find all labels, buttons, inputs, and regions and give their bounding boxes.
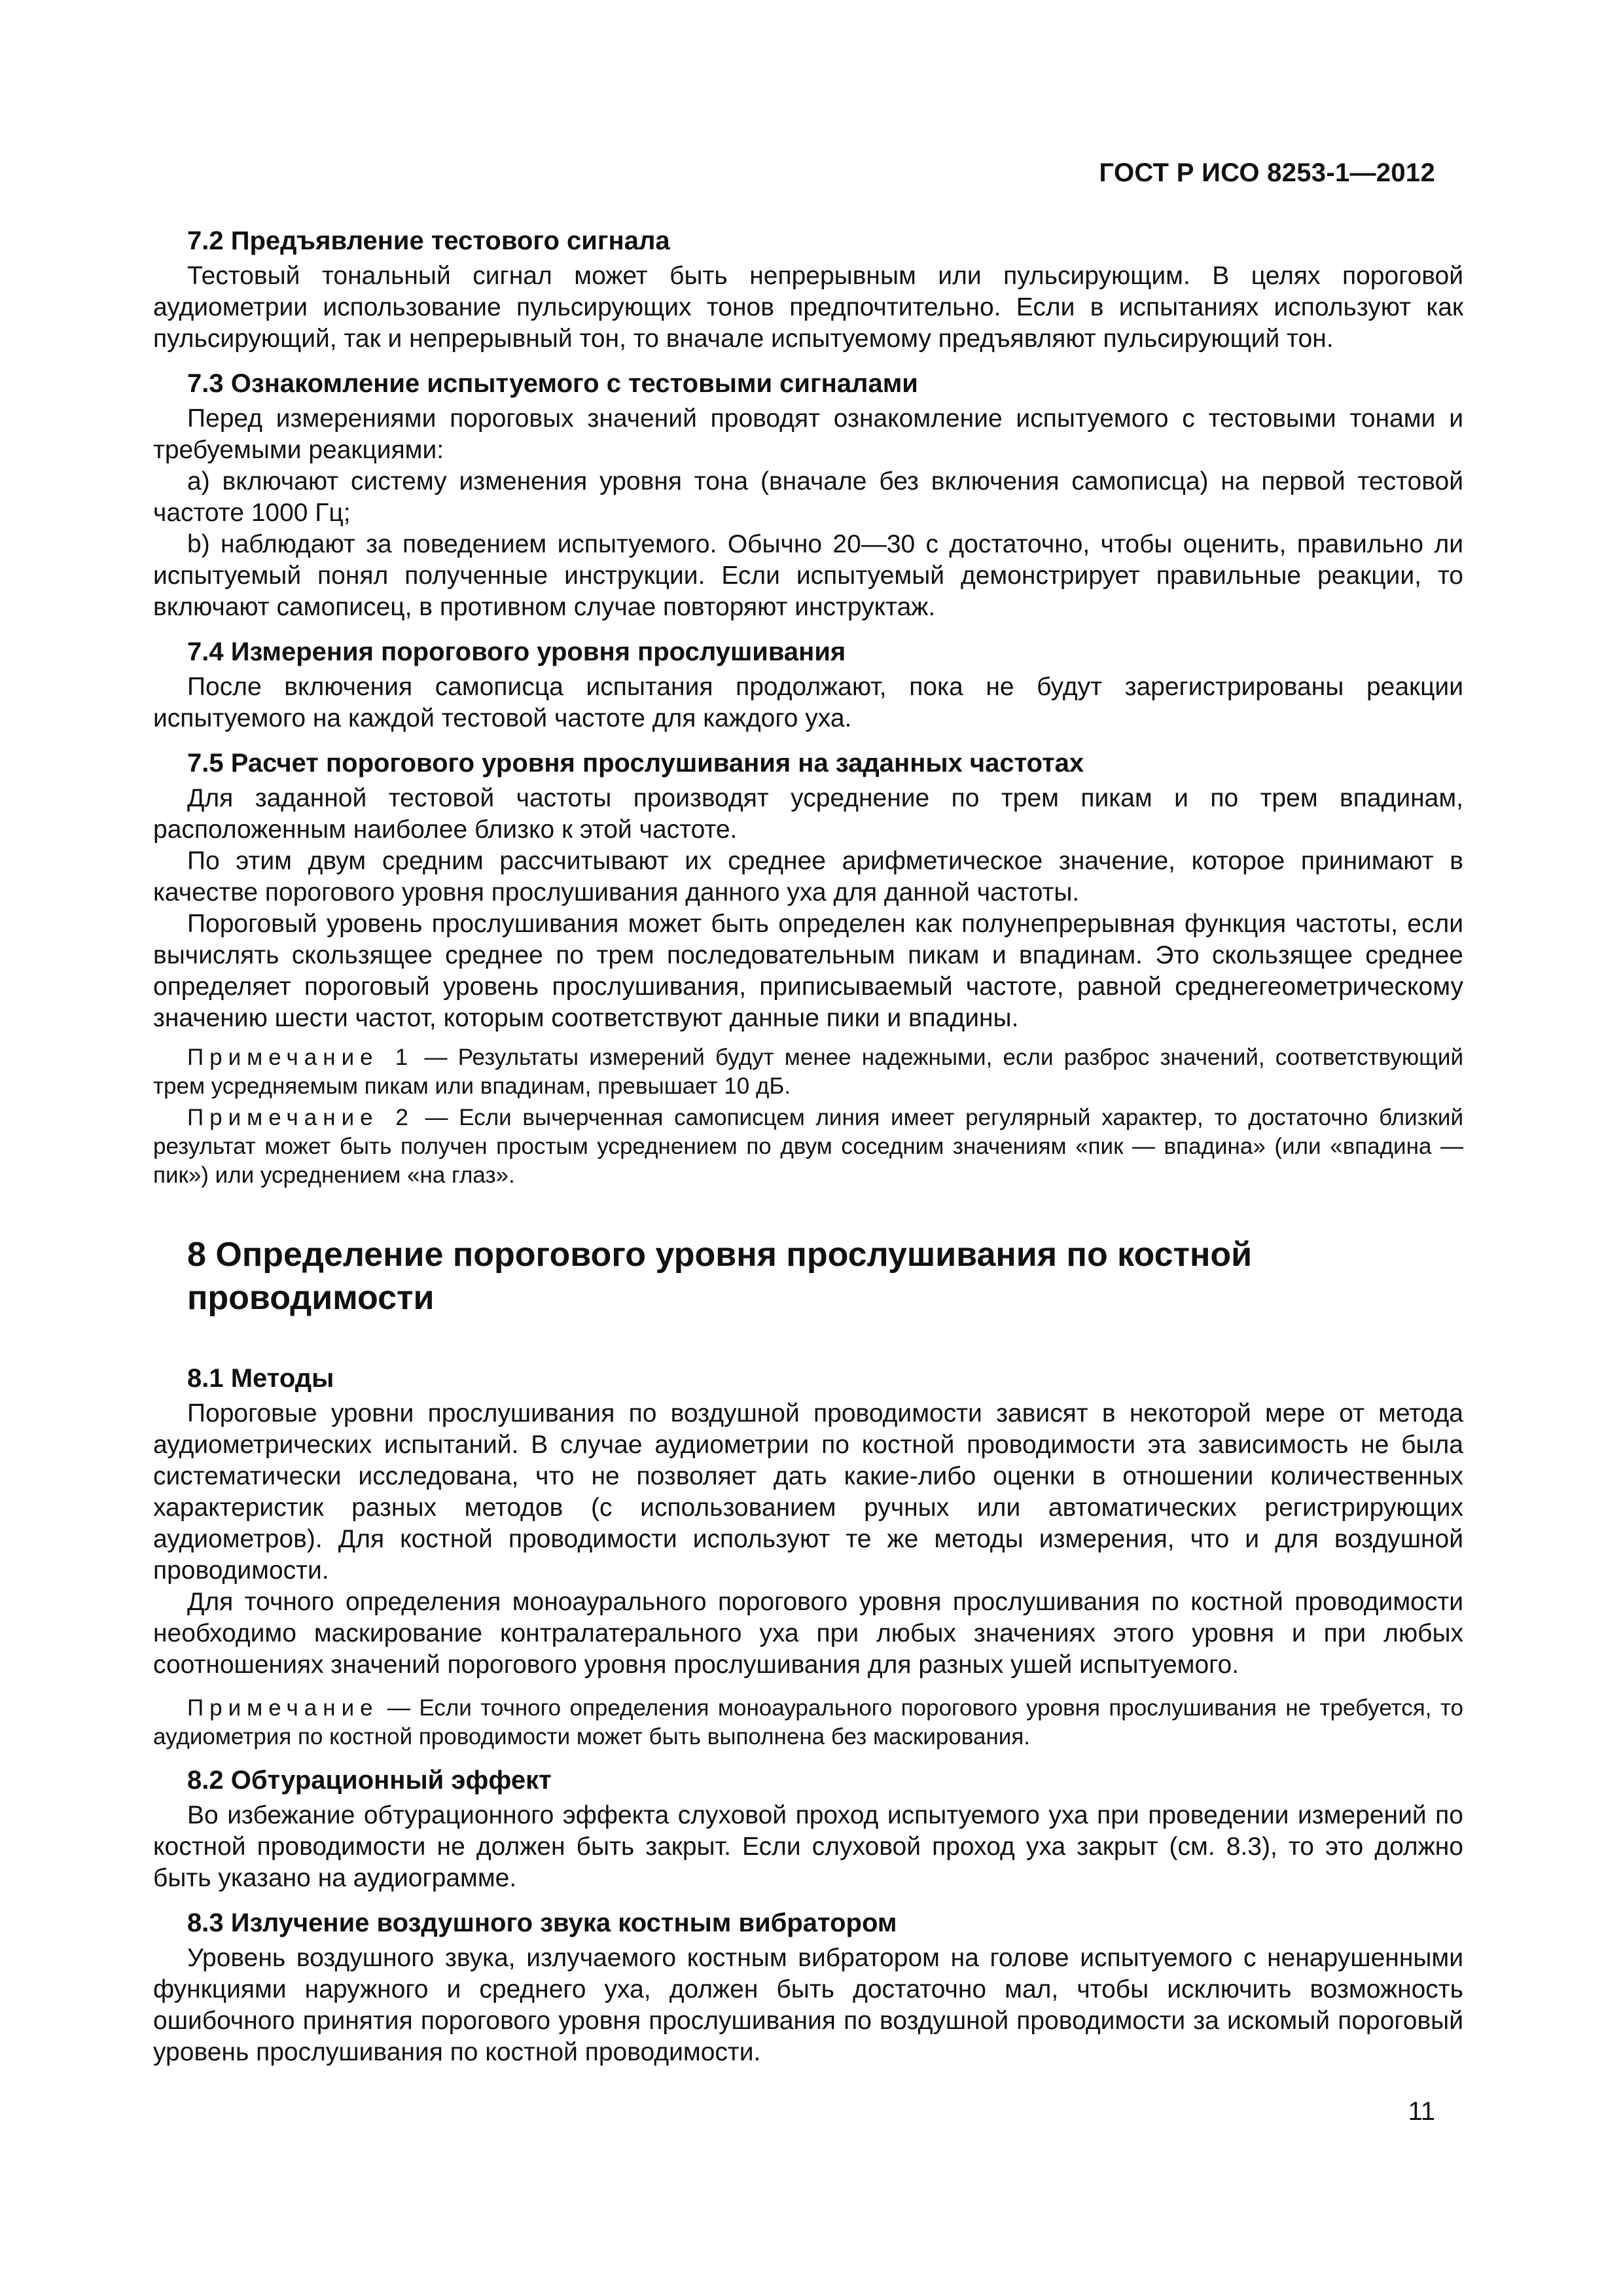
section-7-5-note-1 (153, 1043, 1463, 1101)
section-7-5-note-2 (153, 1103, 1463, 1190)
section-8-1-paragraph-2: Для точного определения моноаурального порогового уровня прослушивания по костной проводимости необходимо маскирование контралатерального уха при любых значениях этого уровня и при любых соотношениях значений порогового уровня прослушивания для разных ушей испытуемого. (153, 1588, 1463, 1679)
section-7-5-heading: 7.5 Расчет порогового уровня прослушивания на заданных частотах (187, 749, 1084, 778)
section-8-heading: 8 Определение порогового уровня прослушивания по костной проводимости (187, 1236, 1253, 1317)
section-7-5-paragraph-2: По этим двум средним рассчитывают их среднее арифметическое значение, которое принимают в качестве порогового уровня прослушивания данного уха для данной частоты. (153, 847, 1463, 906)
section-7-3-heading: 7.3 Ознакомление испытуемого с тестовыми сигналами (187, 369, 918, 398)
note-1-label: Примечание 1 (187, 1045, 414, 1070)
section-8-2-heading: 8.2 Обтурационный эффект (187, 1766, 552, 1795)
note-text: — Если точного определения моноаурального порогового уровня прослушивания не требуется, то аудиометрия по костной проводимости может быть выполнена без маскирования. (153, 1695, 1463, 1749)
note-1-text: — Результаты измерений будут менее надежными, если разброс значений, соответствующий трем усредняемым пикам или впадинам, превышает 10 дБ. (153, 1045, 1463, 1099)
section-8-2-paragraph: Во избежание обтурационного эффекта слуховой проход испытуемого уха при проведении измерений по костной проводимости не должен быть закрыт. Если слуховой проход уха закрыт (см. 8.3), то это должно быть указано на аудиограмме. (153, 1801, 1463, 1892)
section-7-3-item-a: а) включают систему изменения уровня тона (вначале без включения самописца) на первой тестовой частоте 1000 Гц; (153, 467, 1463, 527)
section-7-2-paragraph: Тестовый тональный сигнал может быть непрерывным или пульсирующим. В целях пороговой аудиометрии использование пульсирующих тонов предпочтительно. Если в испытаниях используют как пульсирующий, так и непрерывный тон, то вначале испытуемому предъявляют пульсирующий тон. (153, 262, 1463, 353)
page-content (153, 224, 1463, 2068)
section-8-3-heading: 8.3 Излучение воздушного звука костным вибратором (187, 1909, 897, 1937)
section-7-4-heading: 7.4 Измерения порогового уровня прослушивания (187, 637, 846, 666)
note-label: Примечание (187, 1695, 379, 1721)
page-number: 11 (1408, 2097, 1435, 2126)
section-8-1-heading: 8.1 Методы (187, 1364, 334, 1393)
standard-id-header: ГОСТ Р ИСО 8253-1—2012 (1099, 158, 1435, 187)
section-7-3-item-b: b) наблюдают за поведением испытуемого. Обычно 20—30 с достаточно, чтобы оценить, правильно ли испытуемый понял полученные инструкции. Если испытуемый демонстрирует правильные реакции, то включают самописец, в противном случае повторяют инструктаж. (153, 530, 1463, 621)
section-7-4-paragraph: После включения самописца испытания продолжают, пока не будут зарегистрированы реакции испытуемого на каждой тестовой частоте для каждого уха. (153, 673, 1463, 732)
section-7-5-paragraph-3: Пороговый уровень прослушивания может быть определен как полунепрерывная функция частоты, если вычислять скользящее среднее по трем последовательным пикам и впадинам. Это скользящее среднее определяет пороговый уровень прослушивания, приписываемый частоте, равной среднегеометрическому значению шести частот, которым соответствуют данные пики и впадины. (153, 910, 1463, 1032)
section-8-3-paragraph: Уровень воздушного звука, излучаемого костным вибратором на голове испытуемого с ненарушенными функциями наружного и среднего уха, должен быть достаточно мал, чтобы исключить возможность ошибочного принятия порогового уровня прослушивания по воздушной проводимости за искомый пороговый уровень прослушивания по костной проводимости. (153, 1944, 1463, 2066)
section-8-1-paragraph-1: Пороговые уровни прослушивания по воздушной проводимости зависят в некоторой мере от метода аудиометрических испытаний. В случае аудиометрии по костной проводимости эта зависимость не была систематически исследована, что не позволяет дать какие-либо оценки в отношении количественных характеристик разных методов (с использованием ручных или автоматических регистрирующих аудиометров). Для костной проводимости используют те же методы измерения, что и для воздушной проводимости. (153, 1399, 1463, 1585)
note-2-label: Примечание 2 (187, 1105, 414, 1130)
section-8-1-note (153, 1694, 1463, 1751)
note-2-text: — Если вычерченная самописцем линия имеет регулярный характер, то достаточно близкий результат может быть получен простым усреднением по двум соседним значениям «пик — впадина» (или «впадина — пик») или усреднением «на глаз». (153, 1105, 1464, 1188)
section-7-5-paragraph-1: Для заданной тестовой частоты производят усреднение по трем пикам и по трем впадинам, расположенным наиболее близко к этой частоте. (153, 784, 1463, 844)
section-7-2-heading: 7.2 Предъявление тестового сигнала (187, 226, 670, 255)
section-7-3-paragraph: Перед измерениями пороговых значений проводят ознакомление испытуемого с тестовыми тонами и требуемыми реакциями: (153, 404, 1463, 464)
